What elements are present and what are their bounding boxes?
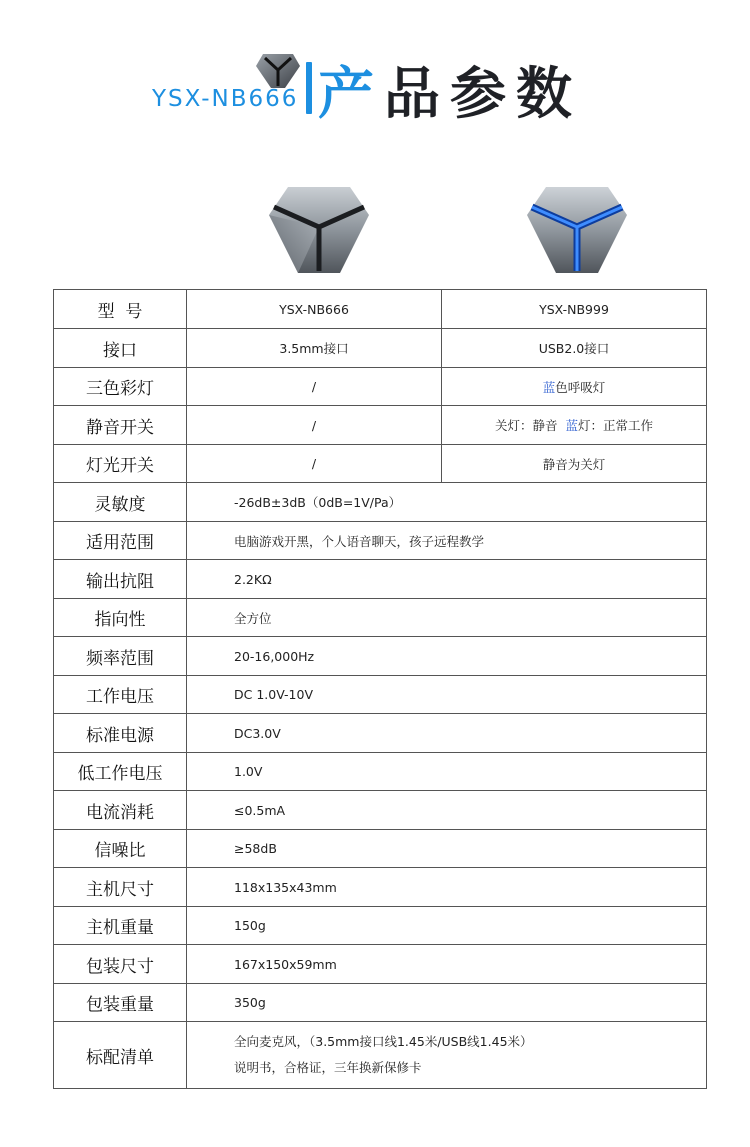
row-label: 包装重量 — [54, 984, 187, 1022]
page-header — [0, 40, 750, 130]
table-row — [54, 637, 707, 676]
title-divider — [306, 62, 312, 114]
cell-value: 2.2KΩ — [187, 560, 707, 599]
spec-table — [53, 289, 707, 1089]
table-row — [54, 791, 707, 830]
table-row — [54, 868, 707, 907]
cell-nb999: 蓝色呼吸灯 — [442, 368, 707, 406]
cell-nb999: 关灯：静音 蓝灯：正常工作 — [442, 406, 707, 445]
cell-nb666: / — [187, 406, 442, 445]
table-row — [54, 1022, 707, 1089]
cell-value: DC 1.0V-10V — [187, 676, 707, 714]
page-title: 产品参数 — [318, 62, 582, 127]
cell-value: 118x135x43mm — [187, 868, 707, 907]
cell-nb666: / — [187, 368, 442, 406]
row-label: 灵敏度 — [54, 483, 187, 522]
row-label: 工作电压 — [54, 676, 187, 714]
table-row — [54, 599, 707, 637]
package-line-2: 说明书，合格证，三年换新保修卡 — [234, 1060, 422, 1075]
table-row — [54, 406, 707, 445]
table-row — [54, 714, 707, 753]
cell-value: 1.0V — [187, 753, 707, 791]
table-row — [54, 945, 707, 984]
table-row — [54, 329, 707, 368]
cell-nb666: 3.5mm接口 — [187, 329, 442, 368]
model-label: YSX-NB666 — [152, 86, 299, 112]
row-label: 三色彩灯 — [54, 368, 187, 406]
cell-value: 350g — [187, 984, 707, 1022]
table-row — [54, 445, 707, 483]
table-row — [54, 368, 707, 406]
row-label: 包装尺寸 — [54, 945, 187, 984]
cell-value — [187, 1022, 707, 1089]
row-label: 指向性 — [54, 599, 187, 637]
row-label: 型 号 — [54, 290, 187, 329]
row-label: 低工作电压 — [54, 753, 187, 791]
row-label: 信噪比 — [54, 830, 187, 868]
cell-value: ≥58dB — [187, 830, 707, 868]
cell-value: -26dB±3dB（0dB=1V/Pa） — [187, 483, 707, 522]
row-label: 标配清单 — [54, 1022, 187, 1089]
cell-nb666: YSX-NB666 — [187, 290, 442, 329]
package-line-1: 全向麦克风，（3.5mm接口线1.45米/USB线1.45米） — [234, 1034, 533, 1049]
row-label: 主机尺寸 — [54, 868, 187, 907]
row-label: 接口 — [54, 329, 187, 368]
row-label: 主机重量 — [54, 907, 187, 945]
table-row — [54, 483, 707, 522]
table-row — [54, 676, 707, 714]
table-row — [54, 522, 707, 560]
row-label: 输出抗阻 — [54, 560, 187, 599]
cell-value: 电脑游戏开黑，个人语音聊天，孩子远程教学 — [187, 522, 707, 560]
product-image-nb666 — [268, 185, 370, 277]
table-row — [54, 830, 707, 868]
cell-nb999: YSX-NB999 — [442, 290, 707, 329]
cell-value: 167x150x59mm — [187, 945, 707, 984]
row-label: 电流消耗 — [54, 791, 187, 830]
table-row — [54, 907, 707, 945]
row-label: 灯光开关 — [54, 445, 187, 483]
row-label: 适用范围 — [54, 522, 187, 560]
cell-nb666: / — [187, 445, 442, 483]
cell-value: 150g — [187, 907, 707, 945]
microphone-logo-icon — [255, 50, 301, 90]
cell-nb999: USB2.0接口 — [442, 329, 707, 368]
row-label: 频率范围 — [54, 637, 187, 676]
cell-value: ≤0.5mA — [187, 791, 707, 830]
cell-nb999: 静音为关灯 — [442, 445, 707, 483]
cell-value: 20-16,000Hz — [187, 637, 707, 676]
product-image-nb999 — [526, 185, 628, 277]
cell-value: 全方位 — [187, 599, 707, 637]
table-row — [54, 290, 707, 329]
table-row — [54, 753, 707, 791]
table-row — [54, 560, 707, 599]
table-row — [54, 984, 707, 1022]
row-label: 静音开关 — [54, 406, 187, 445]
row-label: 标准电源 — [54, 714, 187, 753]
cell-value: DC3.0V — [187, 714, 707, 753]
